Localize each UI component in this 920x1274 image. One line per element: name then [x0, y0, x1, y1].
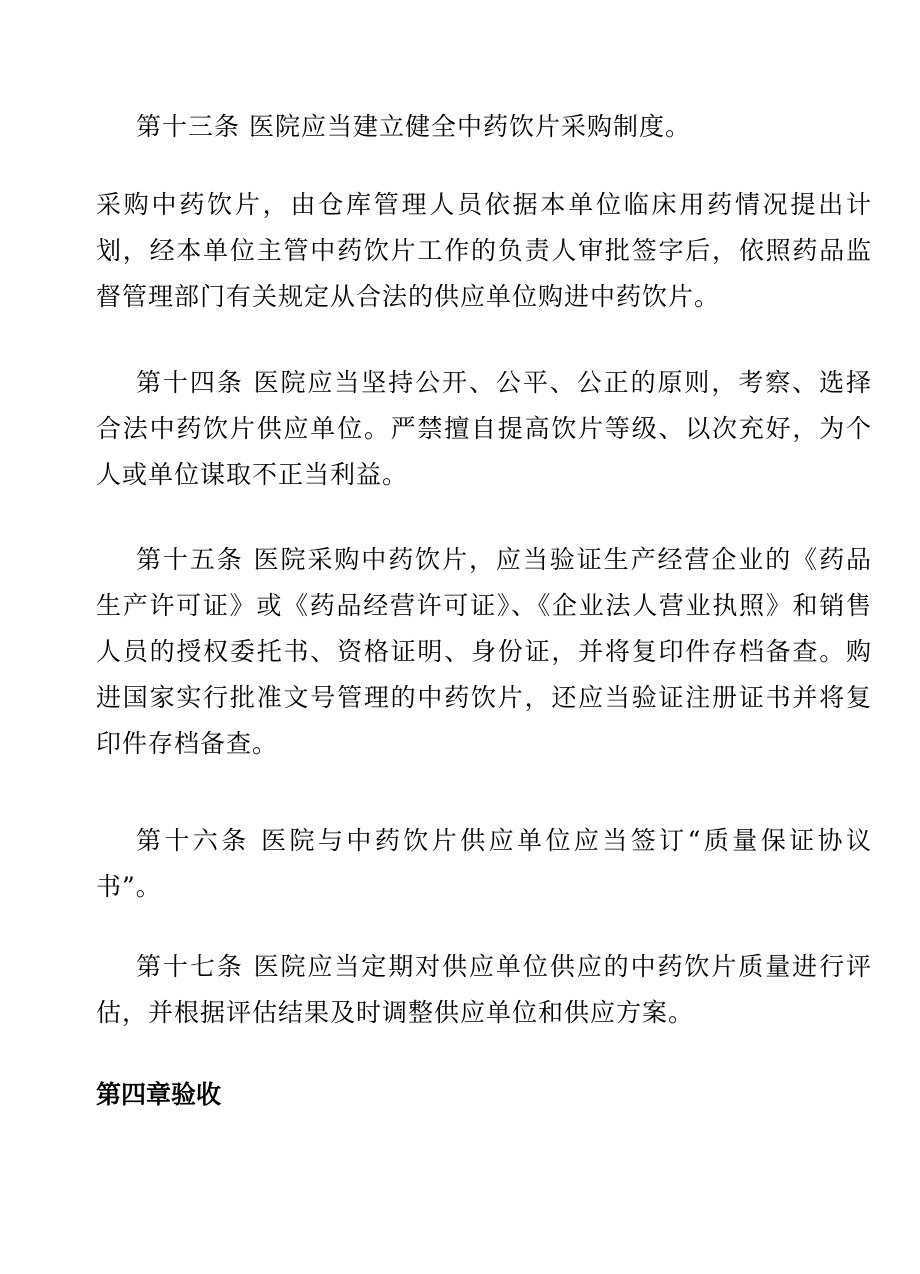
procurement-paragraph: 采购中药饮片，由仓库管理人员依据本单位临床用药情况提出计划，经本单位主管中药饮片工作的负责人审批签字后，依照药品监督管理部门有关规定从合法的供应单位购进中药饮片。	[96, 190, 872, 311]
chapter-heading: 第四章验收	[96, 1080, 222, 1109]
article-15: 第十五条 医院采购中药饮片，应当验证生产经营企业的《药品生产许可证》或《药品经营许可证》、《企业法人营业执照》和销售人员的授权委托书、资格证明、身份证，并将复印件存档备查。购进国家实行批准文号管理的中药饮片，还应当验证注册证书并将复印件存档备查。	[96, 545, 872, 758]
article-13: 第十三条 医院应当建立健全中药饮片采购制度。	[136, 112, 691, 141]
article-14: 第十四条 医院应当坚持公开、公平、公正的原则，考察、选择合法中药饮片供应单位。严禁擅自提高饮片等级、以次充好，为个人或单位谋取不正当利益。	[96, 368, 872, 489]
article-16: 第十六条 医院与中药饮片供应单位应当签订“质量保证协议书”。	[96, 826, 872, 901]
article-17: 第十七条 医院应当定期对供应单位供应的中药饮片质量进行评估，并根据评估结果及时调整供应单位和供应方案。	[96, 952, 872, 1027]
